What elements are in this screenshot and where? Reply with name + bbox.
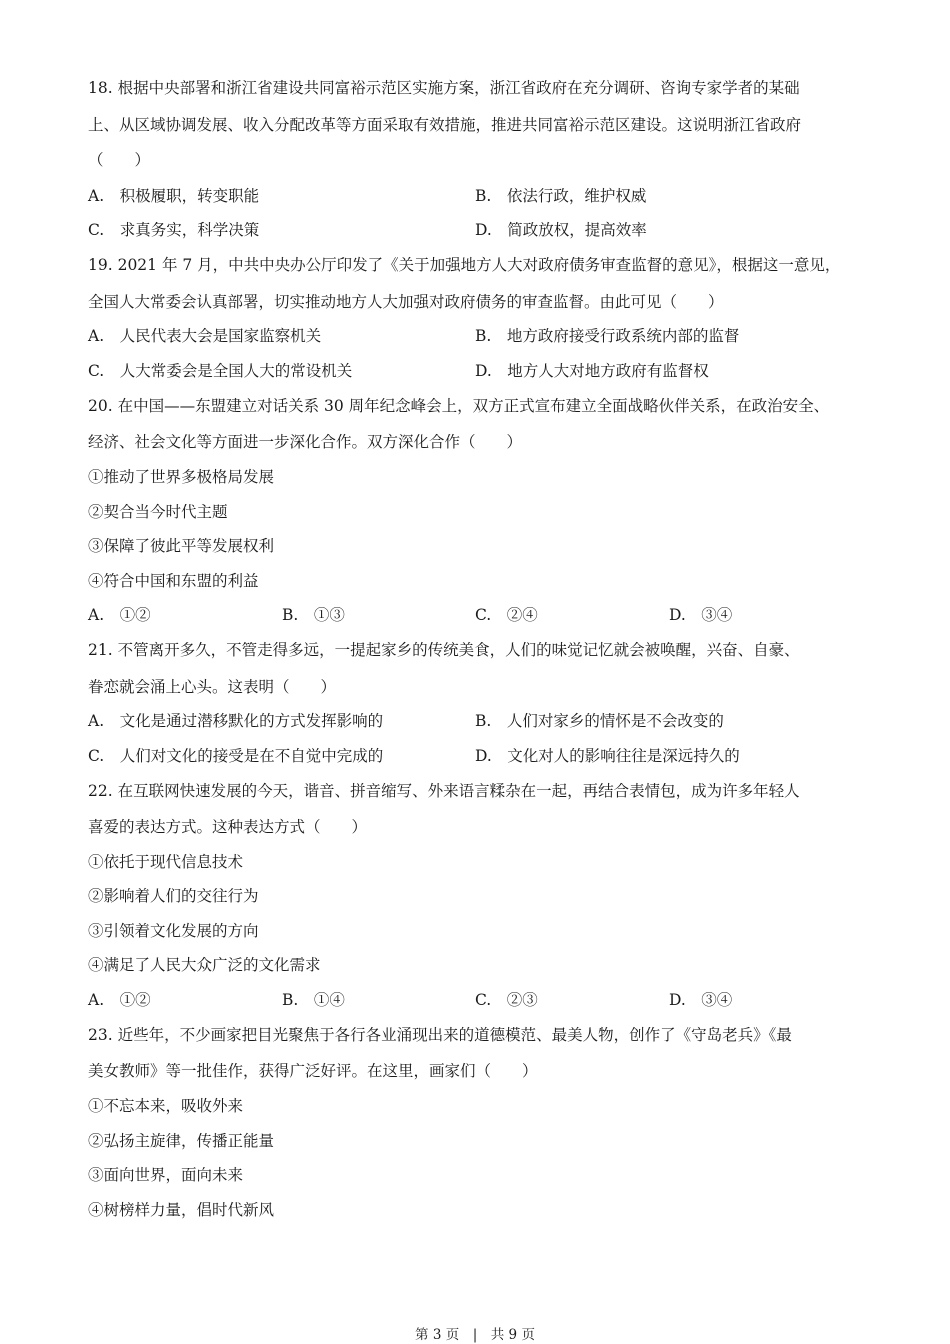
- q22-option-a[interactable]: A. ①②: [88, 991, 151, 1009]
- q18-stem-line-1: 18. 根据中央部署和浙江省建设共同富裕示范区实施方案，浙江省政府在充分调研、咨询专家学者的某础: [88, 79, 800, 97]
- q20-option-c[interactable]: C. ②④: [475, 606, 538, 624]
- q21-option-c[interactable]: C. 人们对文化的接受是在不自觉中完成的: [88, 747, 384, 765]
- q22-item-1: ①依托于现代信息技术: [88, 853, 244, 871]
- q23-stem-line-1: 23. 近些年，不少画家把目光聚焦于各行各业涌现出来的道德模范、最美人物，创作了《守岛老兵》《最: [88, 1026, 792, 1044]
- q19-stem-line-1: 19. 2021 年 7 月，中共中央办公厅印发了《关于加强地方人大对政府债务审查监督的意见》，根据这一意见，: [88, 256, 841, 274]
- q18-option-c[interactable]: C. 求真务实，科学决策: [88, 221, 260, 239]
- q22-stem-line-2: 喜爱的表达方式。这种表达方式（ ）: [88, 818, 368, 836]
- q23-item-3: ③面向世界，面向未来: [88, 1166, 244, 1184]
- q21-option-b[interactable]: B. 人们对家乡的情怀是不会改变的: [475, 712, 724, 730]
- q20-item-2: ②契合当今时代主题: [88, 503, 228, 521]
- q21-option-a[interactable]: A. 文化是通过潜移默化的方式发挥影响的: [88, 712, 384, 730]
- q22-stem-line-1: 22. 在互联网快速发展的今天，谐音、拼音缩写、外来语言糅杂在一起，再结合表情包，成为许多年轻人: [88, 782, 800, 800]
- q20-item-3: ③保障了彼此平等发展权利: [88, 537, 275, 555]
- q20-item-1: ①推动了世界多极格局发展: [88, 468, 275, 486]
- q20-stem-line-1: 20. 在中国——东盟建立对话关系 30 周年纪念峰会上，双方正式宣布建立全面战略伙伴关系，在政治安全、: [88, 397, 830, 415]
- q20-option-d[interactable]: D. ③④: [669, 606, 733, 624]
- q22-item-2: ②影响着人们的交往行为: [88, 887, 259, 905]
- q22-item-3: ③引领着文化发展的方向: [88, 922, 259, 940]
- q23-item-1: ①不忘本来，吸收外来: [88, 1097, 244, 1115]
- q20-option-b[interactable]: B. ①③: [282, 606, 345, 624]
- q19-option-d[interactable]: D. 地方人大对地方政府有监督权: [475, 362, 709, 380]
- page-footer: 第 3 页 | 共 9 页: [415, 1327, 535, 1343]
- q19-stem-line-2: 全国人大常委会认真部署，切实推动地方人大加强对政府债务的审查监督。由此可见（ ）: [88, 293, 724, 311]
- q18-stem-line-2: 上、从区域协调发展、收入分配改革等方面采取有效措施，推进共同富裕示范区建设。这说明浙江省政府: [88, 116, 802, 134]
- q19-option-c[interactable]: C. 人大常委会是全国人大的常设机关: [88, 362, 353, 380]
- q18-answer-blank: （ ）: [88, 151, 151, 169]
- q23-item-2: ②弘扬主旋律，传播正能量: [88, 1132, 275, 1150]
- q18-option-b[interactable]: B. 依法行政，维护权威: [475, 187, 647, 205]
- q21-option-d[interactable]: D. 文化对人的影响往往是深远持久的: [475, 747, 740, 765]
- q23-item-4: ④树榜样力量，倡时代新风: [88, 1201, 275, 1219]
- q23-stem-line-2: 美女教师》等一批佳作，获得广泛好评。在这里，画家们（ ）: [88, 1062, 538, 1080]
- q21-stem-line-1: 21. 不管离开多久，不管走得多远，一提起家乡的传统美食，人们的味觉记忆就会被唤醒，兴奋、自豪、: [88, 641, 800, 659]
- q22-item-4: ④满足了人民大众广泛的文化需求: [88, 956, 321, 974]
- q22-option-d[interactable]: D. ③④: [669, 991, 733, 1009]
- q18-option-a[interactable]: A. 积极履职，转变职能: [88, 187, 260, 205]
- q20-option-a[interactable]: A. ①②: [88, 606, 151, 624]
- q20-stem-line-2: 经济、社会文化等方面进一步深化合作。双方深化合作（ ）: [88, 433, 523, 451]
- q20-item-4: ④符合中国和东盟的利益: [88, 572, 259, 590]
- q22-option-b[interactable]: B. ①④: [282, 991, 345, 1009]
- q19-option-b[interactable]: B. 地方政府接受行政系统内部的监督: [475, 327, 740, 345]
- q19-option-a[interactable]: A. 人民代表大会是国家监察机关: [88, 327, 322, 345]
- q21-stem-line-2: 眷恋就会涌上心头。这表明（ ）: [88, 678, 337, 696]
- q18-option-d[interactable]: D. 简政放权，提高效率: [475, 221, 647, 239]
- q22-option-c[interactable]: C. ②③: [475, 991, 538, 1009]
